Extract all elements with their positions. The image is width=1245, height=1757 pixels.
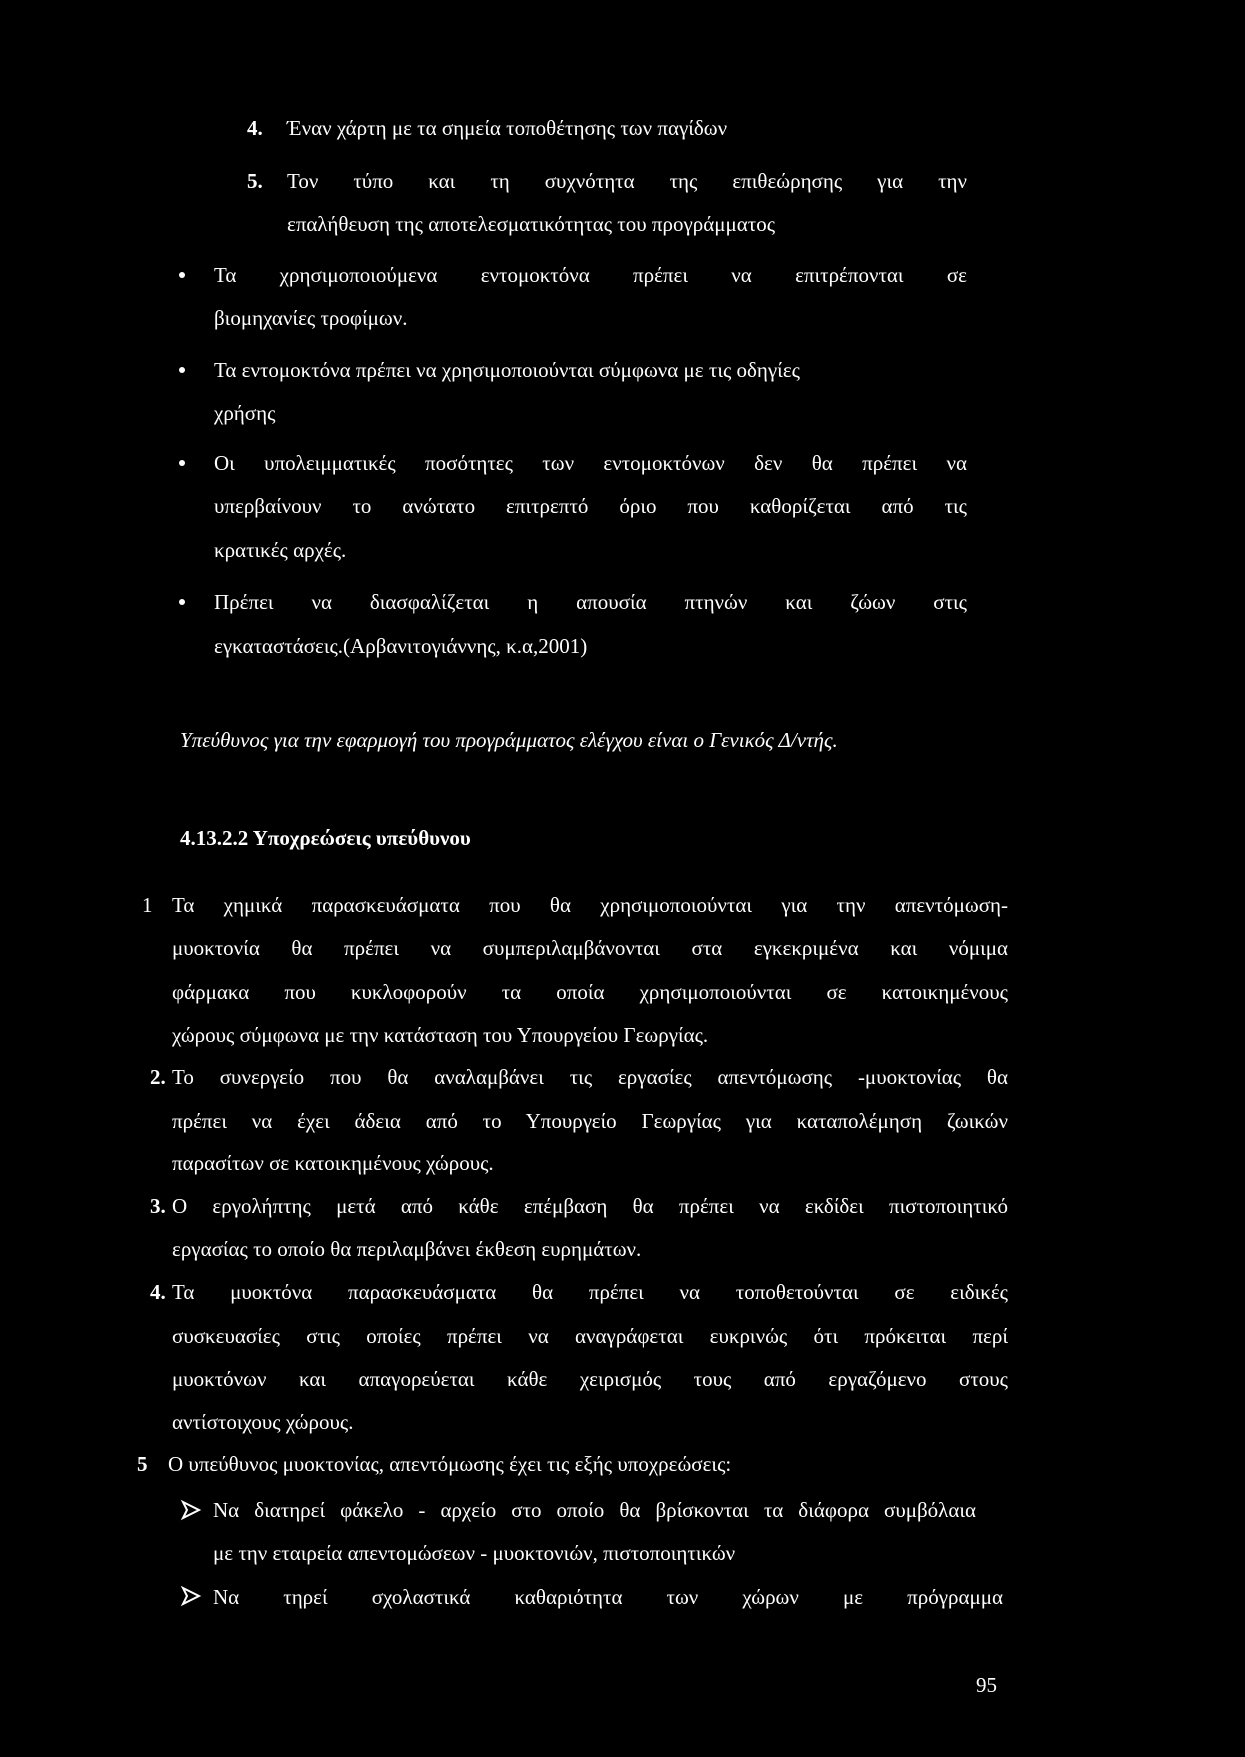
sub-item-text: Να τηρεί σχολαστικά καθαριότητα των χώρων με πρόγραμμα [213,1585,1003,1609]
obligation-text: αντίστοιχους χώρους. [172,1410,354,1434]
obligation-text: συσκευασίες στις οποίες πρέπει να αναγράφεται ευκρινώς ότι πρόκειται περί [172,1324,1008,1348]
obligation-text: χώρους σύμφωνα με την κατάσταση του Υπουργείου Γεωργίας. [172,1023,709,1047]
obligation-text: μυοκτονία θα πρέπει να συμπεριλαμβάνονται στα εγκεκριμένα και νόμιμα [172,936,1008,960]
bullet-icon [179,599,185,605]
bullet-text: υπερβαίνουν το ανώτατο επιτρεπτό όριο που καθορίζεται από τις [214,494,967,518]
list-number: 4. [247,116,263,140]
bullet-text: Πρέπει να διασφαλίζεται η απουσία πτηνών και ζώων στις [214,590,967,614]
list-item-text: Τον τύπο και τη συχνότητα της επιθεώρησης για την [287,169,967,193]
list-number: 5 [137,1452,148,1476]
list-number: 1 [142,893,153,917]
obligation-text: φάρμακα που κυκλοφορούν τα οποία χρησιμοποιούνται σε κατοικημένους [172,980,1008,1004]
bullet-text: βιομηχανίες τροφίμων. [214,306,408,330]
list-number: 2. [150,1065,166,1089]
sub-item-text: με την εταιρεία απεντομώσεων - μυοκτονιών, πιστοποιητικών [213,1541,736,1565]
obligation-text: Το συνεργείο που θα αναλαμβάνει τις εργασίες απεντόμωσης -μυοκτονίας θα [172,1065,1008,1089]
page-number: 95 [976,1673,997,1697]
obligation-text: Τα μυοκτόνα παρασκευάσματα θα πρέπει να τοποθετούνται σε ειδικές [172,1280,1008,1304]
obligation-text: παρασίτων σε κατοικημένους χώρους. [172,1151,494,1175]
bullet-text: εγκαταστάσεις.(Αρβανιτογιάννης, κ.α,2001) [214,634,588,658]
list-number: 3. [150,1194,166,1218]
responsible-note: Υπεύθυνος για την εφαρμογή του προγράμματος ελέγχου είναι ο Γενικός Δ/ντής. [180,728,838,752]
bullet-icon [179,460,185,466]
bullet-text: Τα εντομοκτόνα πρέπει να χρησιμοποιούνται σύμφωνα με τις οδηγίες [214,358,800,382]
obligation-text: μυοκτόνων και απαγορεύεται κάθε χειρισμός τους από εργαζόμενο στους [172,1367,1008,1391]
bullet-icon [179,272,185,278]
list-item-text: Έναν χάρτη με τα σημεία τοποθέτησης των παγίδων [287,116,728,140]
obligation-text: Ο εργολήπτης μετά από κάθε επέμβαση θα πρέπει να εκδίδει πιστοποιητικό [172,1194,1008,1218]
list-number: 4. [150,1280,166,1304]
arrow-bullet-icon [180,1585,202,1607]
obligation-text: εργασίας το οποίο θα περιλαμβάνει έκθεση ευρημάτων. [172,1237,642,1261]
obligation-text: Τα χημικά παρασκευάσματα που θα χρησιμοποιούνται για την απεντόμωση- [172,893,1008,917]
bullet-text: κρατικές αρχές. [214,538,347,562]
bullet-text: Τα χρησιμοποιούμενα εντομοκτόνα πρέπει να επιτρέπονται σε [214,263,967,287]
bullet-icon [179,367,185,373]
section-heading: 4.13.2.2 Υποχρεώσεις υπεύθυνου [180,826,471,850]
obligation-text: Ο υπεύθυνος μυοκτονίας, απεντόμωσης έχει τις εξής υποχρεώσεις: [168,1452,732,1476]
obligation-text: πρέπει να έχει άδεια από το Υπουργείο Γεωργίας για καταπολέμηση ζωικών [172,1109,1008,1133]
list-item-text: επαλήθευση της αποτελεσματικότητας του προγράμματος [287,212,776,236]
bullet-text: χρήσης [214,401,276,425]
sub-item-text: Να διατηρεί φάκελο - αρχείο στο οποίο θα βρίσκονται τα διάφορα συμβόλαια [213,1498,976,1522]
list-number: 5. [247,169,263,193]
arrow-bullet-icon [180,1499,202,1521]
bullet-text: Οι υπολειμματικές ποσότητες των εντομοκτόνων δεν θα πρέπει να [214,451,967,475]
